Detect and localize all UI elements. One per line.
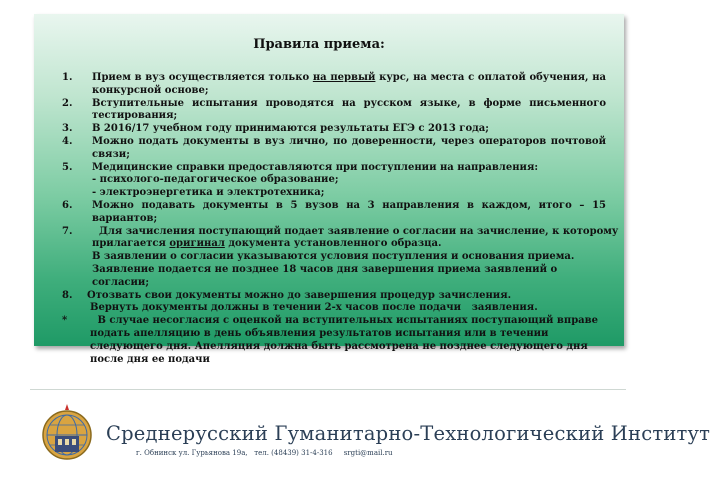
institute-contacts: г. Обнинск ул. Гурьянова 19а, тел. (48439) 31-4-316 srgti@mail.ru bbox=[136, 449, 393, 457]
rule-number: 3. bbox=[62, 123, 73, 135]
page-title: Правила приема: bbox=[253, 37, 385, 52]
rule-7-line-5: согласии; bbox=[92, 276, 150, 288]
rule-item-8 bbox=[62, 290, 606, 303]
rule-item-2 bbox=[62, 98, 606, 124]
rule-item-3 bbox=[62, 123, 606, 136]
rule-number: 4. bbox=[62, 135, 73, 147]
note-text: В случае несогласия с оценкой на вступительных испытаниях поступающий вправе bbox=[87, 315, 598, 327]
rule-text: Отозвать свои документы можно до завершения процедур зачисления. bbox=[87, 289, 512, 301]
rule-item-5 bbox=[62, 162, 606, 175]
rule-5-direction-2: - электроэнергетика и электротехника; bbox=[92, 187, 325, 199]
note-asterisk: * bbox=[62, 315, 68, 327]
underlined-text: на первый bbox=[312, 72, 376, 83]
institute-name: Среднерусский Гуманитарно-Технологический Институт bbox=[106, 422, 710, 445]
rule-5-direction-1: - психолого-педагогическое образование; bbox=[92, 174, 339, 186]
appeal-note bbox=[62, 315, 606, 328]
rule-number: 1. bbox=[62, 72, 73, 83]
rule-number: 5. bbox=[62, 161, 73, 173]
rule-number: 6. bbox=[62, 199, 73, 211]
rule-text: В 2016/17 учебном году принимаются результаты ЕГЭ с 2013 года; bbox=[92, 123, 489, 135]
rule-text: Для зачисления поступающий подает заявление о согласии на зачисление, к которому bbox=[92, 225, 619, 237]
rule-7-line-3: В заявлении о согласии указываются условия поступления и основания приема. bbox=[92, 251, 575, 263]
rule-item-4 bbox=[62, 136, 606, 162]
rule-number: 2. bbox=[62, 97, 73, 109]
rule-item-7 bbox=[62, 225, 619, 239]
rule-text: Можно подать документы в вуз лично, по доверенности, через операторов почтовой связи; bbox=[92, 135, 606, 160]
rule-number: 8. bbox=[62, 289, 73, 301]
underlined-text: оригинал bbox=[169, 238, 225, 250]
rule-7-line-2: прилагается оригинал документа установленного образца. bbox=[92, 238, 442, 250]
rule-7-line-4: Заявление подается не позднее 18 часов дня завершения приема заявлений о bbox=[92, 263, 558, 275]
institute-logo-icon bbox=[38, 402, 96, 464]
rule-number: 7. bbox=[62, 225, 73, 237]
rule-8-line-2: Вернуть документы должны в течении 2-х часов после подачи заявления. bbox=[90, 302, 538, 314]
rule-text: Медицинские справки предоставляются при поступлении на направления: bbox=[92, 161, 539, 173]
rule-text: Прием в вуз осуществляется только на первый курс, на места с оплатой обучения, на конкурсной основе; bbox=[92, 72, 607, 96]
note-line-2: подать апелляцию в день объявления результатов испытания или в течении bbox=[90, 327, 549, 339]
rule-item-6 bbox=[62, 200, 606, 226]
note-line-3: следующего дня. Апелляция должна быть рассмотрена не позднее следующего дня bbox=[90, 340, 588, 352]
rule-item-1 bbox=[62, 72, 606, 98]
rule-text: Вступительные испытания проводятся на русском языке, в форме письменного тестирования; bbox=[92, 97, 606, 122]
rule-text: Можно подавать документы в 5 вузов на 3 направления в каждом, итого – 15 вариантов; bbox=[92, 199, 606, 224]
footer-divider bbox=[30, 389, 626, 390]
rules-list bbox=[62, 72, 619, 366]
note-line-4: после дня ее подачи bbox=[90, 353, 210, 365]
